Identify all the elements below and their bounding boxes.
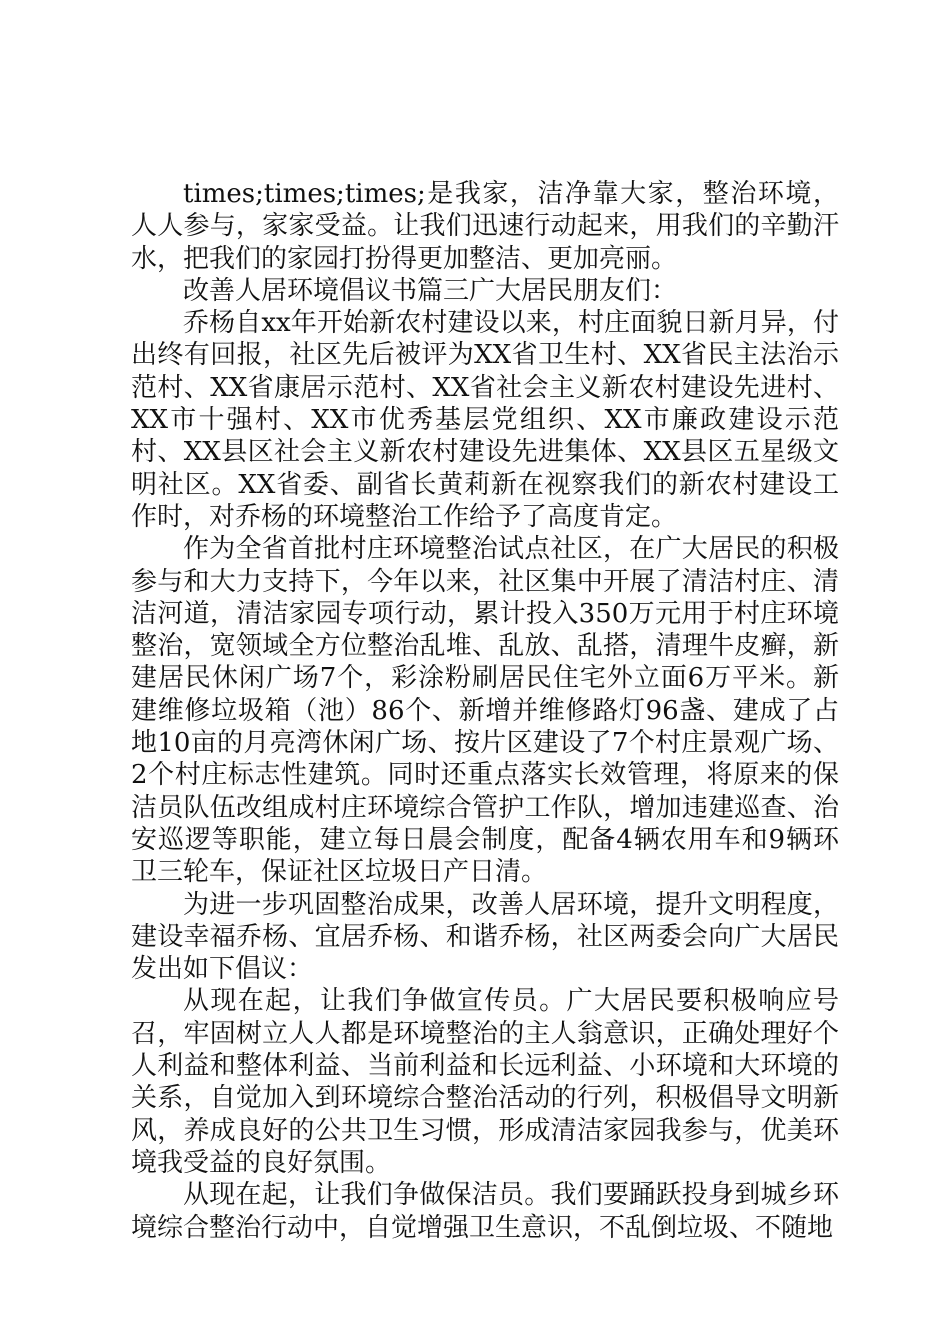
paragraph-be-cleaner: 从现在起，让我们争做保洁员。我们要踊跃投身到城乡环境综合整治行动中，自觉增强卫生意识，不乱倒垃圾、不随地: [131, 1180, 839, 1243]
paragraph-village-honors: 乔杨自xx年开始新农村建设以来，村庄面貌日新月异，付出终有回报，社区先后被评为XX省卫生村、XX省民主法治示范村、XX省康居示范村、XX省社会主义新农村建设先进村、XX市十强村、XX市优秀基层党组织、XX市廉政建设示范村、XX县区社会主义新农村建设先进集体、XX县区五星级文明社区。XX省委、副省长黄莉新在视察我们的新农村建设工作时，对乔杨的环境整治工作给予了高度肯定。: [131, 308, 839, 532]
paragraph-proposal-intro: 为进一步巩固整治成果，改善人居环境，提升文明程度，建设幸福乔杨、宜居乔杨、和谐乔杨，社区两委会向广大居民发出如下倡议：: [131, 889, 839, 985]
paragraph-section-heading: 改善人居环境倡议书篇三广大居民朋友们：: [183, 275, 678, 306]
paragraph-be-publicist: 从现在起，让我们争做宣传员。广大居民要积极响应号召，牢固树立人人都是环境整治的主人翁意识，正确处理好个人利益和整体利益、当前利益和长远利益、小环境和大环境的关系，自觉加入到环境综合整治活动的行列，积极倡导文明新风，养成良好的公共卫生习惯，形成清洁家园我参与，优美环境我受益的良好氛围。: [131, 986, 839, 1178]
paragraph-renovation-progress: 作为全省首批村庄环境整治试点社区，在广大居民的积极参与和大力支持下，今年以来，社区集中开展了清洁村庄、清洁河道，清洁家园专项行动，累计投入350万元用于村庄环境整治，宽领域全方位整治乱堆、乱放、乱搭，清理牛皮癣，新建居民休闲广场7个，彩涂粉刷居民住宅外立面6万平米。新建维修垃圾箱（池）86个、新增并维修路灯96盏、建成了占地10亩的月亮湾休闲广场、按片区建设了7个村庄景观广场、2个村庄标志性建筑。同时还重点落实长效管理，将原来的保洁员队伍改组成村庄环境综合管护工作队，增加违建巡查、治安巡逻等职能，建立每日晨会制度，配备4辆农用车和9辆环卫三轮车，保证社区垃圾日产日清。: [131, 534, 839, 888]
paragraph-closing-slogan: times;times;times;是我家，洁净靠大家，整治环境，人人参与，家家受益。让我们迅速行动起来，用我们的辛勤汗水，把我们的家园打扮得更加整洁、更加亮丽。: [131, 179, 839, 274]
document-body: [131, 178, 839, 1244]
